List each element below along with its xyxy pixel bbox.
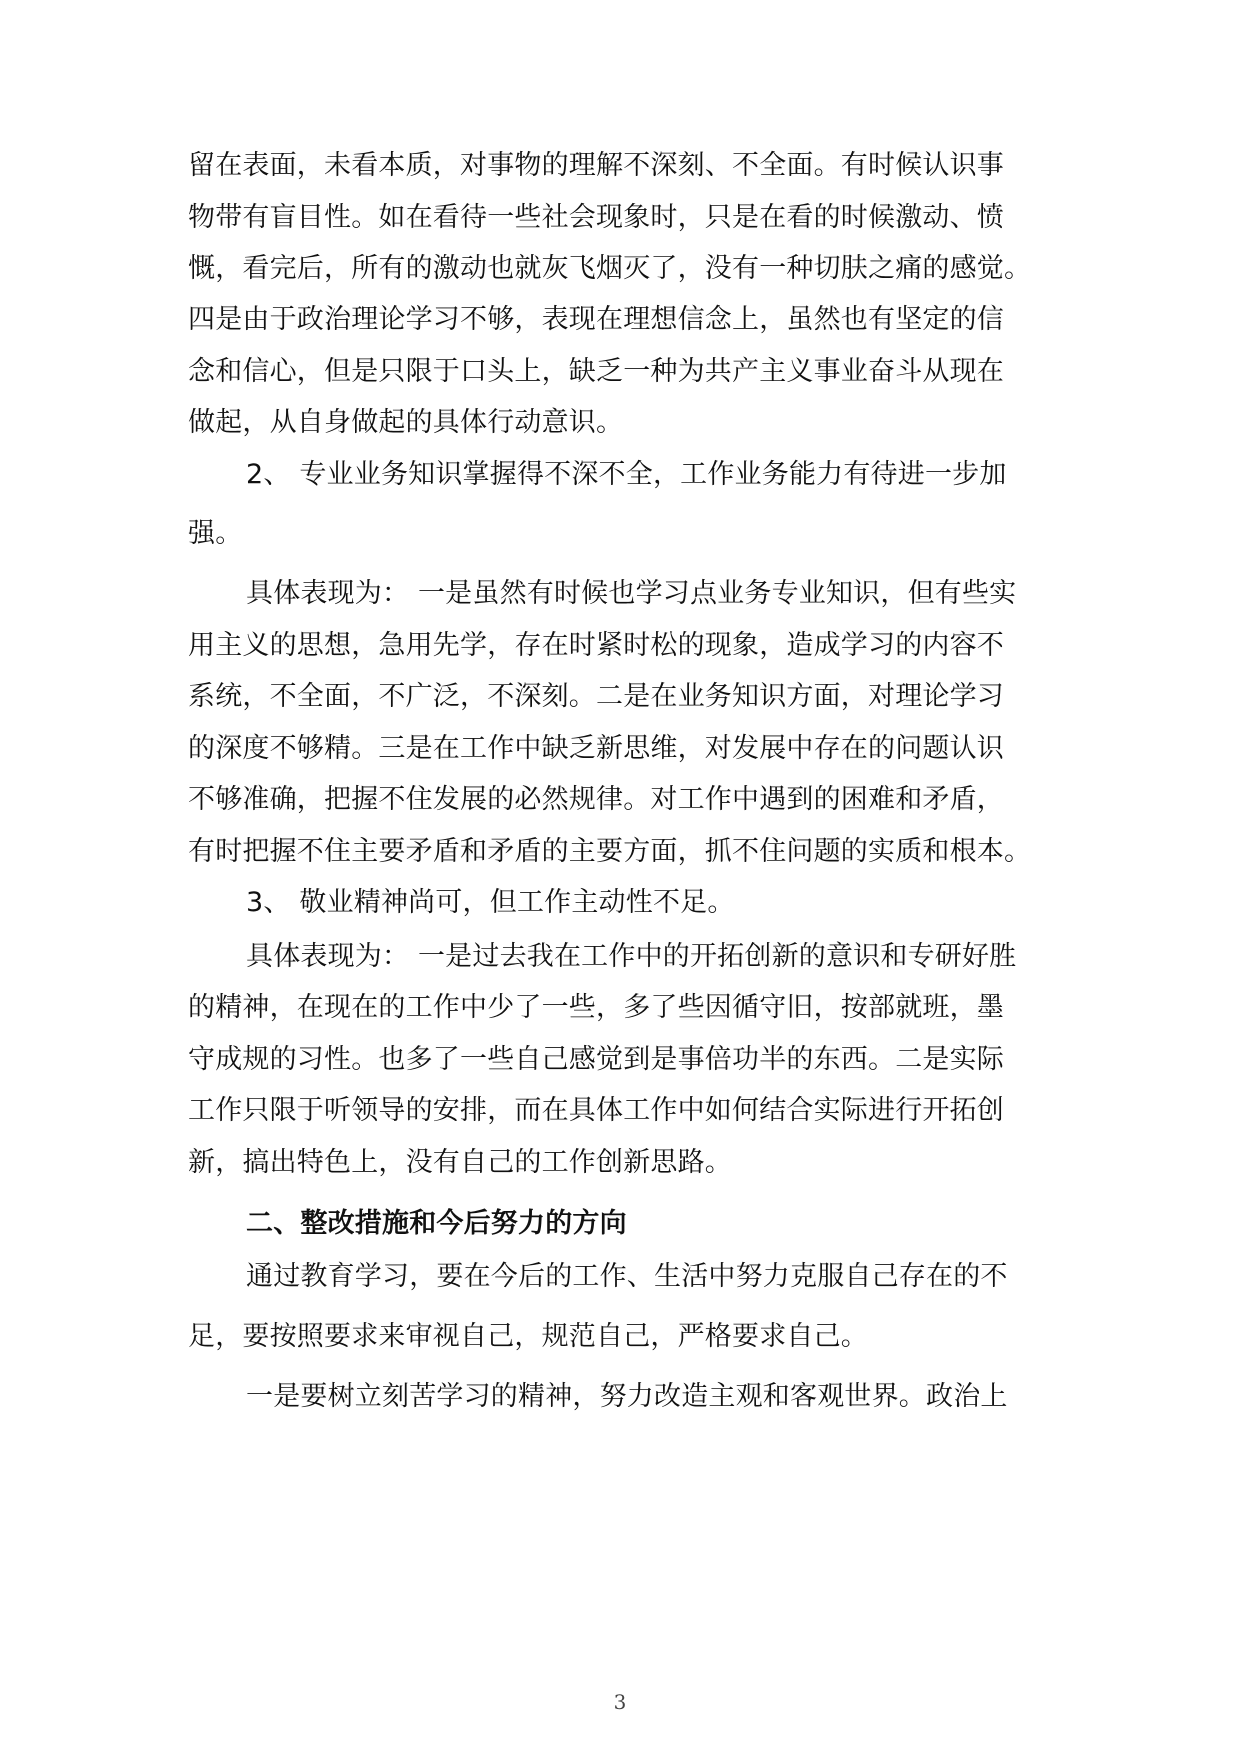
body-text-line: 的深度不够精。三是在工作中缺乏新思维，对发展中存在的问题认识: [188, 733, 1004, 764]
page-number: 3: [613, 1690, 627, 1714]
list-item-2: 2、 专业业务知识掌握得不深不全，工作业务能力有待进一步加: [246, 459, 1007, 490]
list-item-3: 3、 敬业精神尚可，但工作主动性不足。: [246, 887, 735, 918]
body-text-line: 具体表现为： 一是过去我在工作中的开拓创新的意识和专研好胜: [246, 941, 1017, 972]
body-text-line: 足，要按照要求来审视自己，规范自己，严格要求自己。: [188, 1321, 868, 1352]
body-text-line: 用主义的思想，急用先学，存在时紧时松的现象，造成学习的内容不: [188, 630, 1004, 661]
body-text-line: 留在表面，未看本质，对事物的理解不深刻、不全面。有时候认识事: [188, 150, 1004, 181]
body-text-line: 有时把握不住主要矛盾和矛盾的主要方面，抓不住问题的实质和根本。: [188, 836, 1032, 867]
body-text-line: 强。: [188, 518, 243, 549]
body-text-line: 做起，从自身做起的具体行动意识。: [188, 407, 624, 438]
body-text-line: 的精神，在现在的工作中少了一些，多了些因循守旧，按部就班，墨: [188, 992, 1004, 1023]
body-text-line: 不够准确，把握不住发展的必然规律。对工作中遇到的困难和矛盾，: [188, 784, 1004, 815]
body-text-line: 念和信心，但是只限于口头上，缺乏一种为共产主义事业奋斗从现在: [188, 356, 1004, 387]
body-text-line: 系统，不全面，不广泛，不深刻。二是在业务知识方面，对理论学习: [188, 681, 1004, 712]
body-text-line: 工作只限于听领导的安排，而在具体工作中如何结合实际进行开拓创: [188, 1095, 1004, 1126]
body-text-line: 具体表现为： 一是虽然有时候也学习点业务专业知识，但有些实: [246, 578, 1017, 609]
section-heading: 二、整改措施和今后努力的方向: [246, 1208, 627, 1239]
body-text-line: 一是要树立刻苦学习的精神，努力改造主观和客观世界。政治上: [246, 1381, 1008, 1412]
body-text-line: 新，搞出特色上，没有自己的工作创新思路。: [188, 1147, 732, 1178]
body-text-line: 物带有盲目性。如在看待一些社会现象时，只是在看的时候激动、愤: [188, 202, 1004, 233]
body-text-line: 通过教育学习，要在今后的工作、生活中努力克服自己存在的不: [246, 1261, 1008, 1292]
body-text-line: 四是由于政治理论学习不够，表现在理想信念上，虽然也有坚定的信: [188, 304, 1004, 335]
body-text-line: 慨，看完后，所有的激动也就灰飞烟灭了，没有一种切肤之痛的感觉。: [188, 253, 1032, 284]
body-text-line: 守成规的习性。也多了一些自己感觉到是事倍功半的东西。二是实际: [188, 1044, 1004, 1075]
